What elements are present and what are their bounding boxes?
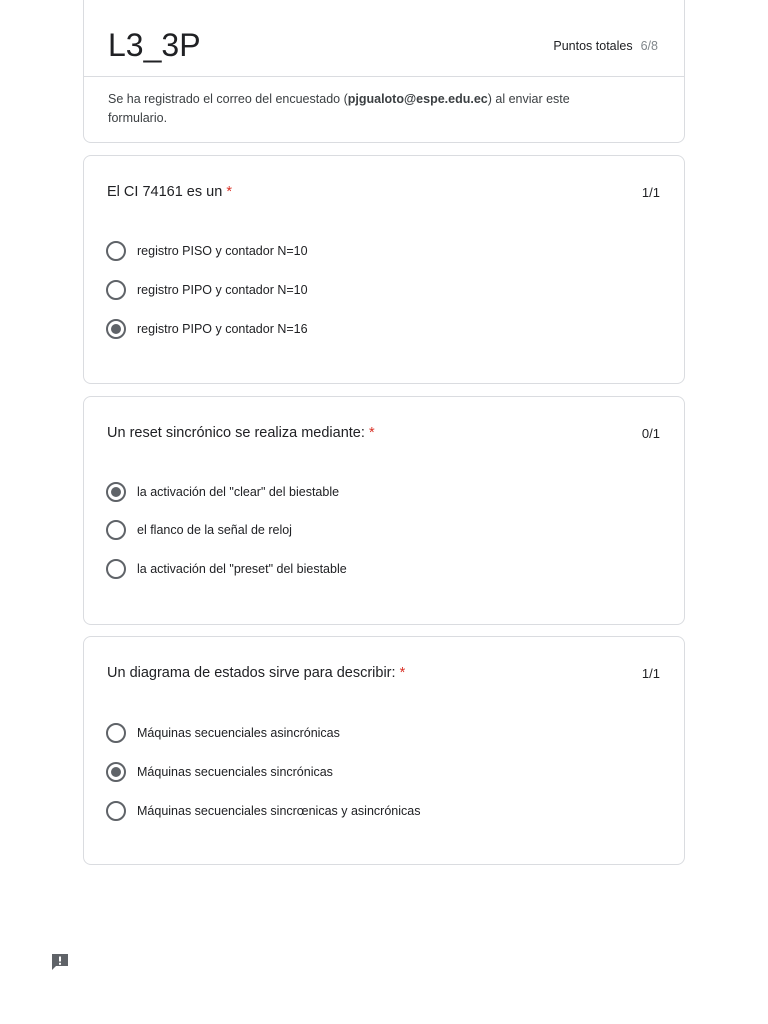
radio-option[interactable] [106,800,420,822]
question-title-text: El CI 74161 es un [107,184,227,200]
radio-option-label: Máquinas secuenciales asincrónicas [137,726,340,740]
email-notice-prefix: Se ha registrado el correo del encuestado ( [108,92,348,106]
radio-option-label: la activación del "preset" del biestable [137,562,347,576]
radio-button[interactable] [106,319,126,339]
question-card-3 [83,636,685,865]
question-title-text: Un diagrama de estados sirve para describir: [107,665,400,681]
radio-button[interactable] [106,723,126,743]
radio-option[interactable] [106,519,292,541]
header-divider [84,76,684,77]
required-asterisk: * [399,665,406,681]
question-title [107,663,405,683]
radio-option[interactable] [106,279,308,301]
radio-option-label: el flanco de la señal de reloj [137,523,292,537]
email-notice-suffix: ) al enviar este formulario. [108,92,570,125]
radio-button[interactable] [106,241,126,261]
required-asterisk: * [368,425,375,441]
question-score: 1/1 [641,666,660,681]
question-card-2 [83,396,685,625]
total-score-label: Puntos totales [553,39,633,53]
radio-option[interactable] [106,761,333,783]
radio-button[interactable] [106,762,126,782]
radio-option-label: registro PISO y contador N=10 [137,244,308,258]
radio-option[interactable] [106,558,347,580]
radio-button[interactable] [106,520,126,540]
question-title [107,182,232,202]
total-score-value: 6/8 [640,39,658,53]
radio-option[interactable] [106,722,340,744]
question-title [107,423,375,443]
radio-selected-dot [111,487,121,497]
radio-option[interactable] [106,240,308,262]
radio-selected-dot [111,324,121,334]
required-asterisk: * [226,184,232,200]
radio-option-label: registro PIPO y contador N=16 [137,322,308,336]
radio-button[interactable] [106,280,126,300]
radio-button[interactable] [106,482,126,502]
question-title-text: Un reset sincrónico se realiza mediante: [107,425,369,441]
report-feedback-icon[interactable] [50,952,70,972]
total-score [553,38,658,54]
form-title: L3_3P [108,27,201,63]
radio-selected-dot [111,767,121,777]
radio-button[interactable] [106,559,126,579]
question-card-1 [83,155,685,384]
radio-option-label: registro PIPO y contador N=10 [137,283,308,297]
form-header-card [83,0,685,143]
respondent-email: pjgualoto@espe.edu.ec [347,92,488,106]
question-score: 1/1 [641,185,660,200]
radio-button[interactable] [106,801,126,821]
email-notice [108,90,614,128]
radio-option[interactable] [106,481,339,503]
radio-option-label: la activación del "clear" del biestable [137,485,340,499]
radio-option-label: Máquinas secuenciales sincrœnicas y asincrónicas [137,804,421,818]
question-score: 0/1 [641,426,660,441]
radio-option[interactable] [106,318,308,340]
radio-option-label: Máquinas secuenciales sincrónicas [137,765,333,779]
